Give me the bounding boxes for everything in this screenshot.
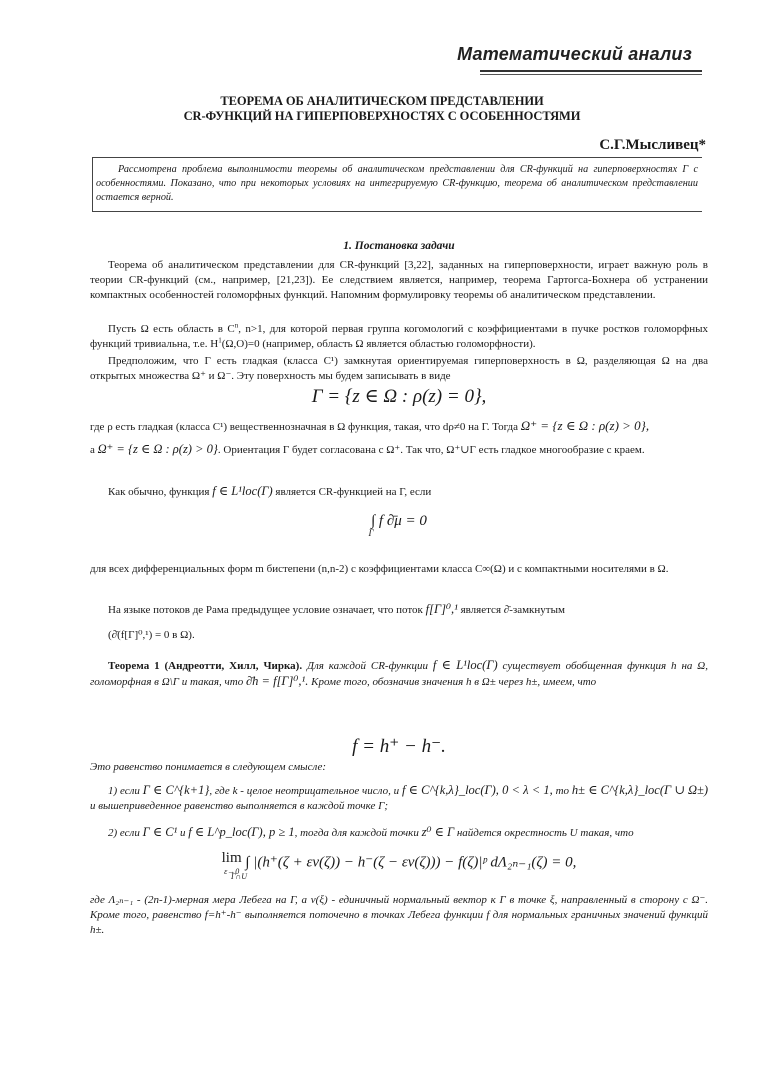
paragraph-3: Предположим, что Γ есть гладкая (класса C¹) замкнутая ориентируемая гиперповерхность в Ω, разделяющая Ω на два открытых множества Ω⁺ и Ω⁻. Эту поверхность мы будем записывать в виде [90,355,708,383]
condition-2: 2) если Γ ∈ C¹ и f ∈ L^p_loc(Γ), p ≥ 1, тогда для каждой точки z⁰ ∈ Γ найдется окрестность U такая, что [108,825,634,839]
header-rule-thin [480,74,702,75]
paper-title [90,94,674,124]
paragraph-7: для всех дифференциальных форм m бистепени (n,n-2) с коэффициентами класса C∞(Ω) и с компактными носителями в Ω. [90,563,669,575]
paragraph-9: Это равенство понимается в следующем смысле: [90,761,327,773]
formula-cr-condition: ∫ f ∂̄μ = 0 Γ [90,513,708,538]
abstract-rule-left [92,157,93,211]
limit-operator: lim ε→0 [221,850,242,876]
paragraph-8: На языке потоков де Рама предыдущее условие означает, что поток f[Γ]⁰,¹ является ∂̄-замкнутым (∂̄(f[Γ]⁰,¹) = 0 в Ω). [90,602,708,643]
paragraph-1: Теорема об аналитическом представлении для CR-функций [3,22], заданных на гиперповерхности, играет важную роль в теории CR-функций (см., например, [21,23]). Ее следствием является, например, теорема Гартогса-Бохнера об устранении компактных особенностей голоморфных функций. Напомним формулировку теоремы об аналитическом представлении. [90,259,708,302]
paragraph-10: где Λ₂ₙ₋₁ - (2n-1)-мерная мера Лебега на Γ, а ν(ξ) - единичный нормальный вектор к Γ в точке ξ, направленный в сторону с Ω⁻. Кроме того, равенство f=h⁺-h⁻ выполняется поточечно в точках Лебега функции f для нормальных граничных значений функций h±. [90,894,708,937]
paragraph-5: а Ω⁺ = {z ∈ Ω : ρ(z) > 0}. Ориентация Γ будет согласована с Ω⁺. Так что, Ω⁺∪Γ есть гладкое многообразие с краем. [90,442,645,456]
paragraph-2: Пусть Ω есть область в $C^n$, n>1, для которой первая группа когомологий с коэффициентами в пучке ростков голоморфных функций тривиальна, т.е. $H^1(\Omega,O)=0$ (например, область Ω является областью голоморфности). [90,321,708,351]
header-rule [480,70,702,72]
omega-plus-inline: Ω⁺ = {z ∈ Ω : ρ(z) > 0} [97,442,218,456]
paragraph-4: где ρ есть гладкая (класса C¹) вещественнозначная в Ω функция, такая, что dρ≠0 на Γ. Тогда Ω⁺ = {z ∈ Ω : ρ(z) > 0}, [90,418,650,433]
paper-title-line1: ТЕОРЕМА ОБ АНАЛИТИЧЕСКОМ ПРЕДСТАВЛЕНИИ [220,94,544,108]
abstract: Рассмотрена проблема выполнимости теоремы об аналитическом представлении для CR-функций на гиперповерхностях Γ с особенностями. Показано, что при некоторых условиях на интегрируемую CR-функцию, теорема об аналитическом представлении остается верной. [96,164,698,204]
theorem-label: Теорема 1 (Андреотти, Хилл, Чирка). [108,660,303,672]
formula-f-equals: f = h⁺ − h⁻. [352,736,446,757]
section-heading: 1. Постановка задачи [343,240,455,252]
omega-plus-formula: Ω⁺ = {z ∈ Ω : ρ(z) > 0}, [520,418,650,433]
paragraph-8-cont: (∂̄(f[Γ]⁰,¹) = 0 в Ω). [108,629,195,642]
theorem-1: Теорема 1 (Андреотти, Хилл, Чирка). Для каждой CR-функции f ∈ L¹loc(Γ) существует обобщенная функция h на Ω, голоморфная в Ω\Γ и такая, что ∂̄h = f[Γ]⁰,¹. Кроме того, обозначив значения h в Ω± через h±, имеем, что [90,658,709,689]
abstract-rule-top [92,157,702,158]
f-in-l1loc: f ∈ L¹loc(Γ) [212,484,273,498]
formula-cr-subscript: Γ [368,528,374,538]
condition-1: 1) если Γ ∈ C^{k+1}, где k - целое неотрицательное число, и f ∈ C^{k,λ}_loc(Γ), 0 < λ < 1, то h± ∈ C^{k,λ}_loc(Γ ∪ Ω±) и вышеприведенное равенство выполняется в каждой точке Γ; [90,783,709,813]
abstract-rule-bottom [92,211,702,212]
paper-title-line2: CR-ФУНКЦИЙ НА ГИПЕРПОВЕРХНОСТЯХ С ОСОБЕННОСТЯМИ [183,109,581,123]
formula-limit: lim ε→0 ∫ |(h⁺(ζ + εν(ζ)) − h⁻(ζ − εν(ζ))) − f(ζ)|ᵖ dΛ₂ₙ₋₁(ζ) = 0, Γ∩U [90,850,708,881]
formula-gamma: Γ = {z ∈ Ω : ρ(z) = 0}, [311,386,487,407]
paragraph-6: Как обычно, функция f ∈ L¹loc(Γ) является CR-функцией на Γ, если [108,484,432,498]
limit-integral-subscript: Γ∩U [230,872,248,881]
section-title: Математический анализ [457,44,692,64]
author: С.Г.Мысливец* [599,137,706,153]
